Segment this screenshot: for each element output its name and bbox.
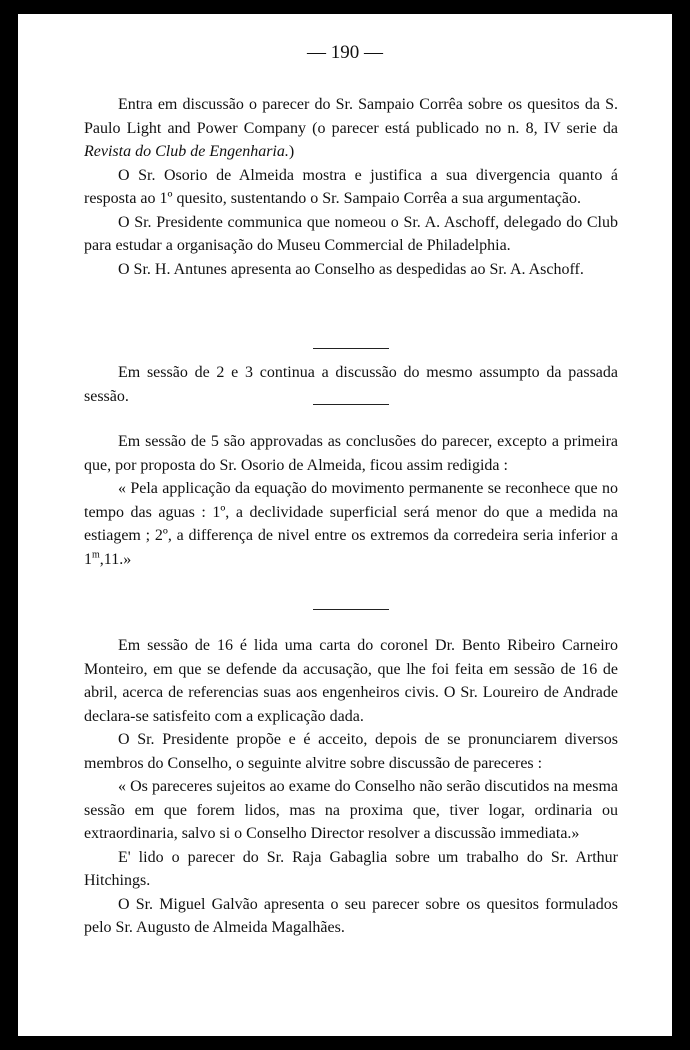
paragraph: E' lido o parecer do Sr. Raja Gabaglia sobre um trabalho do Sr. Arthur Hitchings. [84,848,618,889]
paragraph: O Sr. Osorio de Almeida mostra e justifica a sua divergencia quanto á resposta ao 1º quesito, sustentando o Sr. Sampaio Corrêa a sua argumentação. [84,166,618,207]
page-number: — 190 — [307,42,383,63]
paragraph: O Sr. H. Antunes apresenta ao Conselho as despedidas ao Sr. A. Aschoff. [118,260,584,278]
separator-line [313,609,389,610]
separator-line [313,348,389,349]
paragraph: « Pela applicação da equação do movimento permanente se reconhece que no tempo das aguas : 1º, a declividade superficial será menor do que a medida na estiagem ; 2º, a differença de nivel entre os extremos da corredeira seria inferior a 1$^m$,11.» [84,480,618,568]
section-3 [84,430,618,571]
paragraph: « Os pareceres sujeitos ao exame do Conselho não serão discutidos na mesma sessão em que forem lidos, mas na proxima que, tiver logar, ordinaria ou extraordinaria, salvo si o Conselho Director resolver a discussão immediata.» [84,778,618,842]
paragraph: O Sr. Miguel Galvão apresenta o seu parecer sobre os quesitos formulados pelo Sr. Augusto de Almeida Magalhães. [84,895,618,936]
paragraph: Em sessão de 5 são approvadas as conclusões do parecer, excepto a primeira que, por proposta do Sr. Osorio de Almeida, ficou assim redigida : [84,433,618,474]
paragraph: O Sr. Presidente propõe e é acceito, depois de se pronunciarem diversos membros do Conselho, o seguinte alvitre sobre discussão de pareceres : [84,731,618,772]
paragraph: O Sr. Presidente communica que nomeou o Sr. A. Aschoff, delegado do Club para estudar a organisação do Museu Commercial de Philadelphia. [84,213,618,254]
paragraph: Em sessão de 2 e 3 continua a discussão do mesmo assumpto da passada sessão. [84,364,618,405]
paragraph: Entra em discussão o parecer do Sr. Sampaio Corrêa sobre os quesitos da S. Paulo Light and Power Company (o parecer está publicado no n. 8, IV serie da Revista do Club de Engenharia.) [84,96,618,160]
paragraph: Em sessão de 16 é lida uma carta do coronel Dr. Bento Ribeiro Carneiro Monteiro, em que se defende da accusação, que lhe foi feita em sessão de 16 de abril, acerca de referencias suas aos engenheiros civis. O Sr. Loureiro de Andrade declara-se satisfeito com a explicação dada. [84,637,618,725]
section-2 [84,361,618,408]
section-1 [84,93,618,281]
separator-line [313,404,389,405]
section-4 [84,634,618,940]
document-page [18,14,672,1036]
